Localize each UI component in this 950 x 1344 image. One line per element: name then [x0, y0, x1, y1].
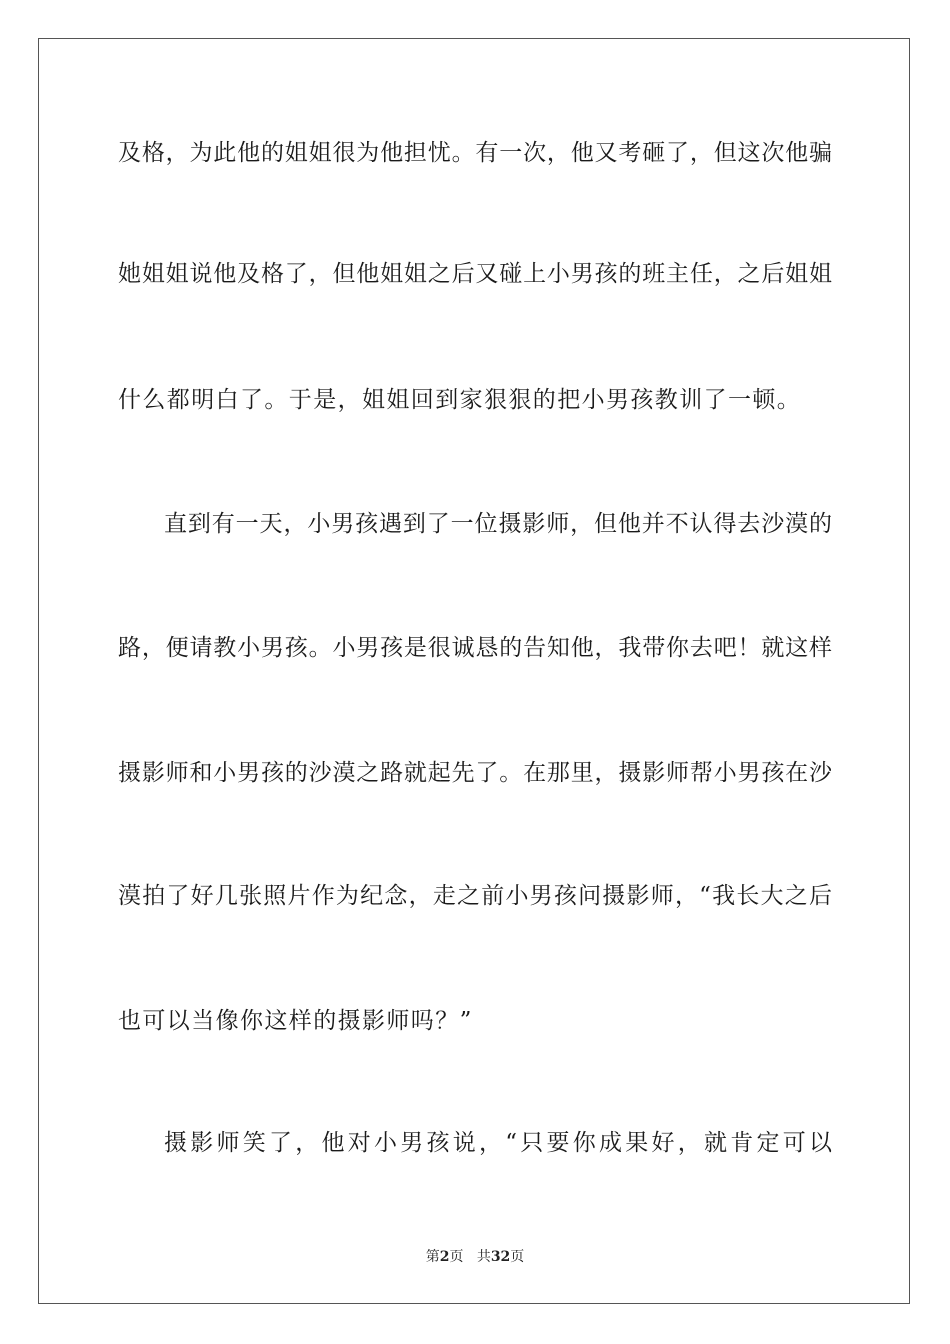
total-page-count: 32 — [490, 1249, 511, 1265]
page-border — [38, 38, 910, 1304]
paragraph-line-3: 什么都明白了。于是，姐姐回到家狠狠的把小男孩教训了一顿。 — [118, 387, 802, 413]
paragraph-line-8: 也可以当像你这样的摄影师吗？” — [118, 1008, 473, 1034]
paragraph-line-6: 摄影师和小男孩的沙漠之路就起先了。在那里，摄影师帮小男孩在沙 — [118, 760, 832, 786]
paragraph-line-7: 漠拍了好几张照片作为纪念，走之前小男孩问摄影师，“我长大之后 — [118, 883, 832, 909]
total-unit: 页 — [510, 1249, 525, 1265]
paragraph-line-4: 直到有一天，小男孩遇到了一位摄影师，但他并不认得去沙漠的 — [164, 511, 832, 537]
paragraph-line-5: 路，便请教小男孩。小男孩是很诚恳的告知他，我带你去吧！就这样 — [118, 635, 832, 661]
paragraph-line-1: 及格，为此他的姐姐很为他担忧。有一次，他又考砸了，但这次他骗 — [118, 140, 832, 166]
page-unit: 页 — [449, 1249, 464, 1265]
page-footer — [0, 1248, 950, 1266]
paragraph-line-9: 摄影师笑了，他对小男孩说，“只要你成果好，就肯定可以 — [164, 1130, 832, 1156]
total-prefix: 共 — [476, 1249, 491, 1265]
paragraph-line-2: 她姐姐说他及格了，但他姐姐之后又碰上小男孩的班主任，之后姐姐 — [118, 261, 832, 287]
page-prefix: 第 — [425, 1249, 440, 1265]
current-page-number: 2 — [439, 1249, 450, 1265]
